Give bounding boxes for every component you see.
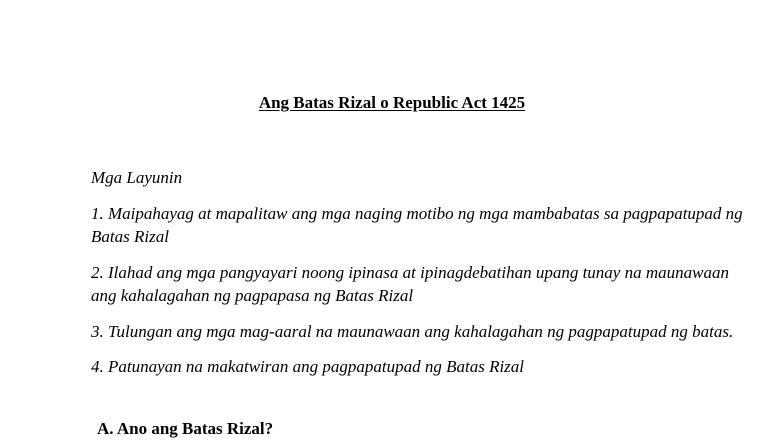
section-a-heading: A. Ano ang Batas Rizal? xyxy=(97,419,274,438)
document-title: Ang Batas Rizal o Republic Act 1425 xyxy=(258,93,526,112)
objective-item: 4. Patunayan na makatwiran ang pagpapatupad ng Batas Rizal xyxy=(91,357,525,376)
objectives-heading: Mga Layunin xyxy=(91,168,183,187)
objective-item: 3. Tulungan ang mga mag-aaral na maunawaan ang kahalagahan ng pagpapatupad ng batas. xyxy=(91,321,734,341)
objective-item: 1. Maipahayag at mapalitaw ang mga naging motibo ng mga mambabatas sa pagpapatupad ng Batas Rizal xyxy=(91,203,743,246)
objectives-section xyxy=(91,166,751,391)
objective-item: 2. Ilahad ang mga pangyayari noong ipinasa at ipinagdebatihan upang tunay na maunawaan ang kahalagahan ng pagpapasa ng Batas Rizal xyxy=(91,262,729,305)
